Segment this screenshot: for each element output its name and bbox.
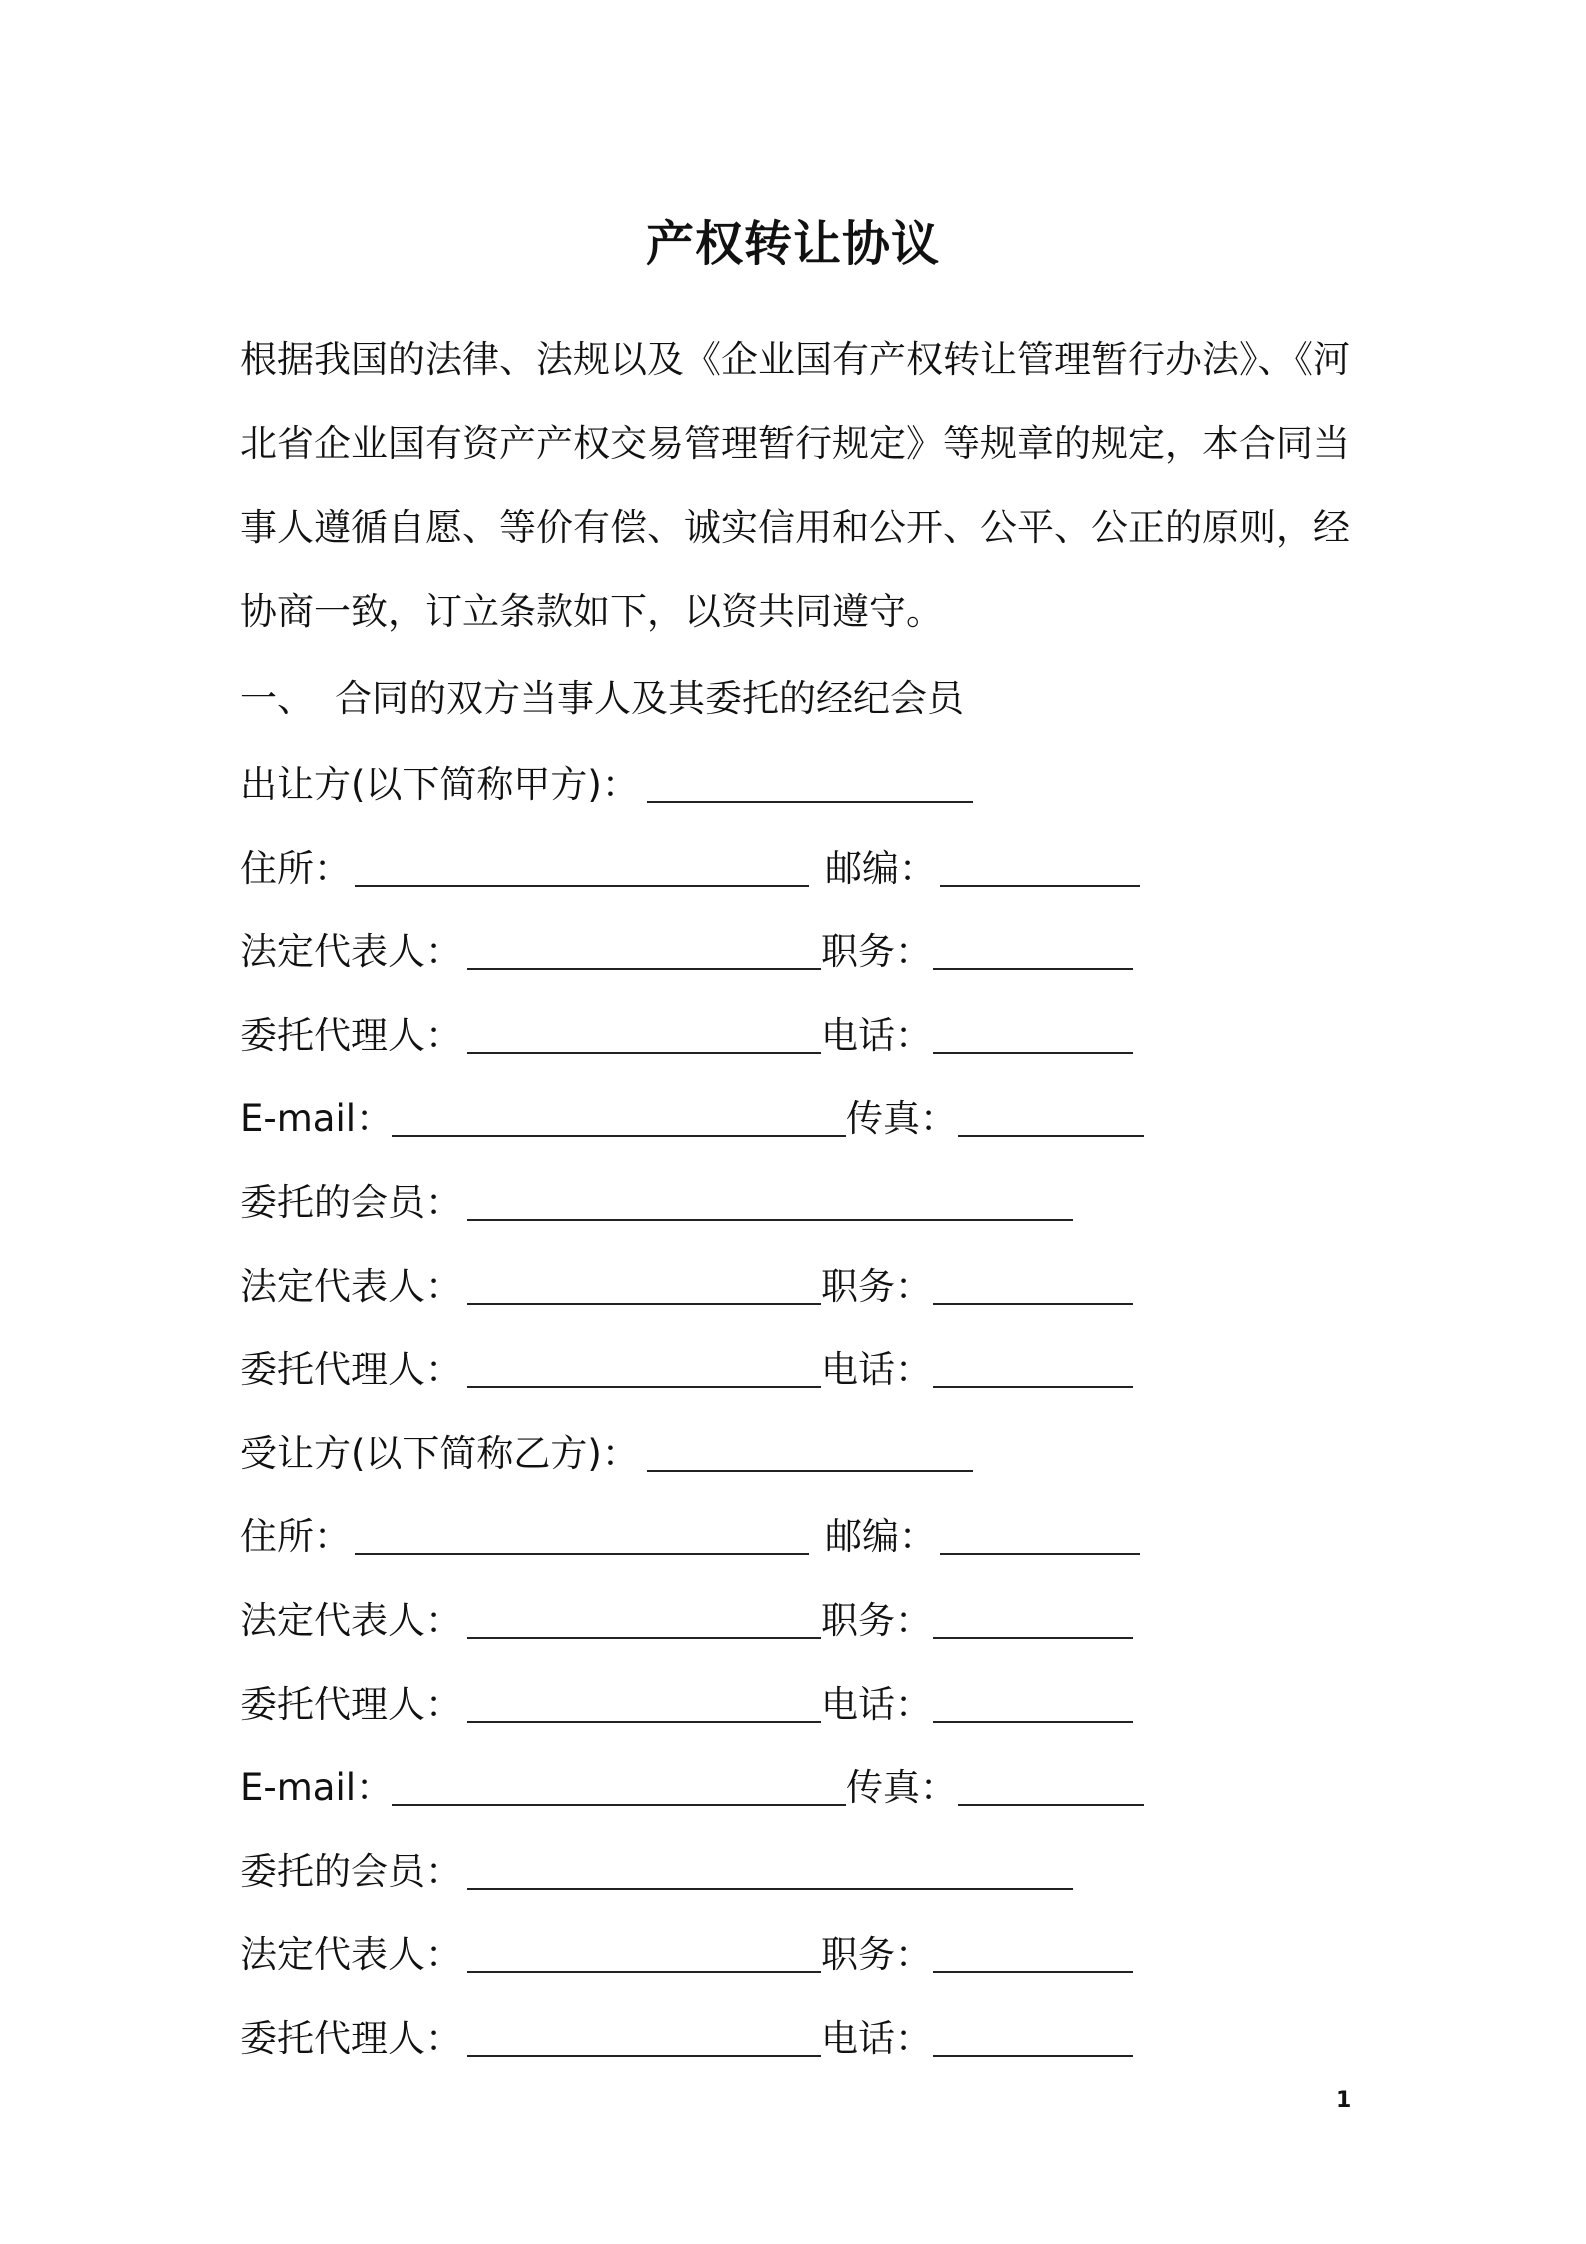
party-b-legal-rep-blank[interactable]: [467, 1637, 821, 1639]
party-fields: [240, 741, 1360, 2079]
party-b-name-row: [240, 1410, 1360, 1494]
intro-line: 事人遵循自愿、等价有偿、诚实信用和公开、公平、公正的原则，经: [240, 506, 1350, 549]
party-b-address-blank[interactable]: [355, 1553, 809, 1555]
party-a-member-agent-row: [240, 1326, 1360, 1410]
party-b-name-blank[interactable]: [647, 1470, 973, 1472]
field-label: E-mail：: [240, 1766, 394, 1810]
party-a-member-agent-blank[interactable]: [467, 1386, 821, 1388]
party-b-member-agent-row: [240, 1995, 1360, 2079]
field-label: 法定代表人：: [240, 1598, 462, 1642]
party-a-name-blank[interactable]: [647, 801, 973, 803]
party-a-member-legal-rep-blank[interactable]: [467, 1303, 821, 1305]
field-label: 出让方(以下简称甲方)：: [240, 763, 639, 806]
field-label: 职务：: [821, 1264, 932, 1308]
party-b-legal-rep-row: [240, 1577, 1360, 1661]
intro-line: 北省企业国有资产产权交易管理暂行规定》等规章的规定，本合同当: [240, 422, 1350, 465]
party-a-phone-blank[interactable]: [933, 1052, 1133, 1054]
party-b-member-row: [240, 1828, 1360, 1912]
party-a-agent-row: [240, 992, 1360, 1076]
party-b-position-blank[interactable]: [933, 1637, 1133, 1639]
field-label: 电话：: [821, 1013, 932, 1057]
field-label: 职务：: [821, 1598, 932, 1642]
field-label: 职务：: [821, 1933, 932, 1977]
party-b-postcode-blank[interactable]: [940, 1553, 1140, 1555]
field-label: E-mail：: [240, 1097, 394, 1141]
field-label: 法定代表人：: [240, 930, 462, 974]
party-a-member-row: [240, 1159, 1360, 1243]
section-number: 一、: [240, 677, 314, 720]
party-a-position-blank[interactable]: [933, 968, 1133, 970]
field-label: 传真：: [846, 1097, 957, 1141]
field-label: 电话：: [821, 1682, 932, 1726]
field-label: 委托代理人：: [240, 1013, 462, 1057]
document-title: 产权转让协议: [645, 216, 940, 272]
party-b-member-blank[interactable]: [467, 1888, 1073, 1890]
field-label: 委托代理人：: [240, 2016, 462, 2060]
field-label: 住所：: [240, 1515, 351, 1559]
field-label: 受让方(以下简称乙方)：: [240, 1431, 639, 1475]
party-a-member-phone-blank[interactable]: [933, 1386, 1133, 1388]
field-label: 电话：: [821, 1348, 932, 1392]
field-label: 住所：: [240, 846, 351, 890]
field-label: 法定代表人：: [240, 1933, 462, 1977]
field-label: 传真：: [846, 1766, 957, 1810]
party-b-email-row: [240, 1744, 1360, 1828]
party-b-email-blank[interactable]: [392, 1804, 846, 1806]
party-b-address-row: [240, 1493, 1360, 1577]
field-label: 委托代理人：: [240, 1348, 462, 1392]
party-a-agent-blank[interactable]: [467, 1052, 821, 1054]
party-a-fax-blank[interactable]: [958, 1135, 1144, 1137]
party-a-legal-rep-row: [240, 908, 1360, 992]
field-label: 电话：: [821, 2016, 932, 2060]
field-label: 委托的会员：: [240, 1849, 462, 1893]
field-label: 法定代表人：: [240, 1264, 462, 1308]
field-label: 职务：: [821, 930, 932, 974]
field-label: 邮编：: [825, 1515, 936, 1559]
intro-line: 根据我国的法律、法规以及《企业国有产权转让管理暂行办法》、《河: [240, 338, 1350, 381]
page-number: 1: [1336, 2088, 1352, 2113]
party-a-legal-rep-blank[interactable]: [467, 968, 821, 970]
party-a-address-blank[interactable]: [355, 885, 809, 887]
field-label: 委托的会员：: [240, 1180, 462, 1224]
party-a-email-blank[interactable]: [392, 1135, 846, 1137]
party-b-phone-blank[interactable]: [933, 1721, 1133, 1723]
party-b-fax-blank[interactable]: [958, 1804, 1144, 1806]
party-a-member-blank[interactable]: [467, 1219, 1073, 1221]
party-b-member-legal-rep-row: [240, 1911, 1360, 1995]
party-a-member-position-blank[interactable]: [933, 1303, 1133, 1305]
party-a-postcode-blank[interactable]: [940, 885, 1140, 887]
party-b-agent-row: [240, 1661, 1360, 1745]
party-b-member-phone-blank[interactable]: [933, 2055, 1133, 2057]
field-label: 邮编：: [825, 846, 936, 890]
party-a-email-row: [240, 1075, 1360, 1159]
field-label: 委托代理人：: [240, 1682, 462, 1726]
intro-paragraph: [240, 318, 1360, 654]
party-a-name-row: [240, 741, 1360, 825]
party-b-member-agent-blank[interactable]: [467, 2055, 821, 2057]
party-a-member-legal-rep-row: [240, 1243, 1360, 1327]
section-heading-text: 合同的双方当事人及其委托的经纪会员: [335, 677, 964, 720]
section-1-heading: [240, 657, 964, 741]
party-a-address-row: [240, 825, 1360, 909]
intro-line: 协商一致，订立条款如下，以资共同遵守。: [240, 590, 943, 633]
party-b-agent-blank[interactable]: [467, 1721, 821, 1723]
party-b-member-position-blank[interactable]: [933, 1971, 1133, 1973]
party-b-member-legal-rep-blank[interactable]: [467, 1971, 821, 1973]
